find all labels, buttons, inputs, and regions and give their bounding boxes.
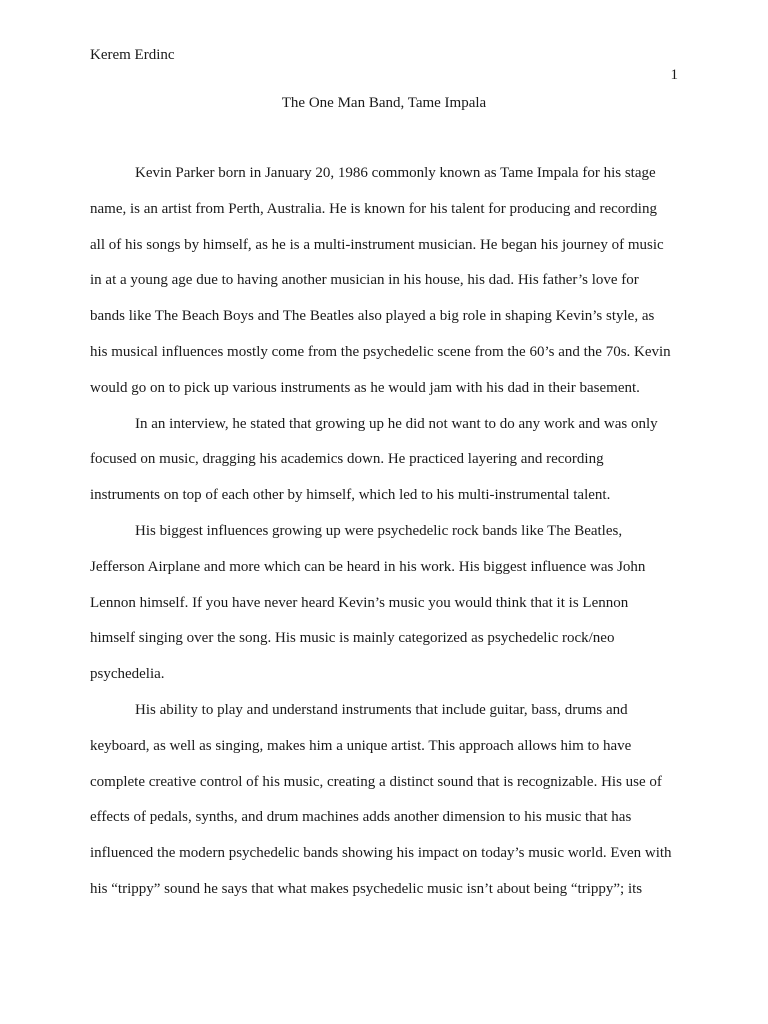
text-line: complete creative control of his music, creating a distinct sound that is recognizable. His use of (90, 773, 662, 790)
text-line: would go on to pick up various instruments as he would jam with his dad in their basement. (90, 379, 640, 396)
text-line: Jefferson Airplane and more which can be heard in his work. His biggest influence was John (90, 558, 646, 575)
text-line: keyboard, as well as singing, makes him a unique artist. This approach allows him to have (90, 737, 632, 754)
essay-body (90, 163, 690, 915)
text-line: psychedelia. (90, 666, 165, 683)
author-name: Kerem Erdinc (90, 47, 175, 63)
text-line: instruments on top of each other by himself, which led to his multi-instrumental talent. (90, 487, 611, 504)
text-line: effects of pedals, synths, and drum machines adds another dimension to his music that has (90, 809, 632, 826)
text-line: Lennon himself. If you have never heard Kevin’s music you would think that it is Lennon (90, 594, 629, 611)
text-line: name, is an artist from Perth, Australia. He is known for his talent for producing and recording (90, 200, 657, 217)
text-line: his musical influences mostly come from the psychedelic scene from the 60’s and the 70s. Kevin (90, 343, 671, 360)
text-line: in at a young age due to having another musician in his house, his dad. His father’s love for (90, 272, 639, 289)
text-line: bands like The Beach Boys and The Beatles also played a big role in shaping Kevin’s style, as (90, 308, 655, 325)
text-line: focused on music, dragging his academics down. He practiced layering and recording (90, 451, 604, 468)
text-line: himself singing over the song. His music is mainly categorized as psychedelic rock/neo (90, 630, 615, 647)
text-line: all of his songs by himself, as he is a multi-instrument musician. He began his journey of music (90, 236, 664, 253)
text-line: Kevin Parker born in January 20, 1986 commonly known as Tame Impala for his stage (135, 165, 656, 181)
text-line: influenced the modern psychedelic bands showing his impact on today’s music world. Even with (90, 845, 672, 862)
text-line: His ability to play and understand instruments that include guitar, bass, drums and (135, 701, 628, 718)
text-line: His biggest influences growing up were psychedelic rock bands like The Beatles, (135, 522, 623, 539)
document-title: The One Man Band, Tame Impala (281, 95, 487, 111)
text-line: his “trippy” sound he says that what makes psychedelic music isn’t about being “trippy”; its (90, 880, 643, 897)
text-line: In an interview, he stated that growing up he did not want to do any work and was only (135, 415, 658, 432)
page-number: 1 (670, 67, 678, 83)
